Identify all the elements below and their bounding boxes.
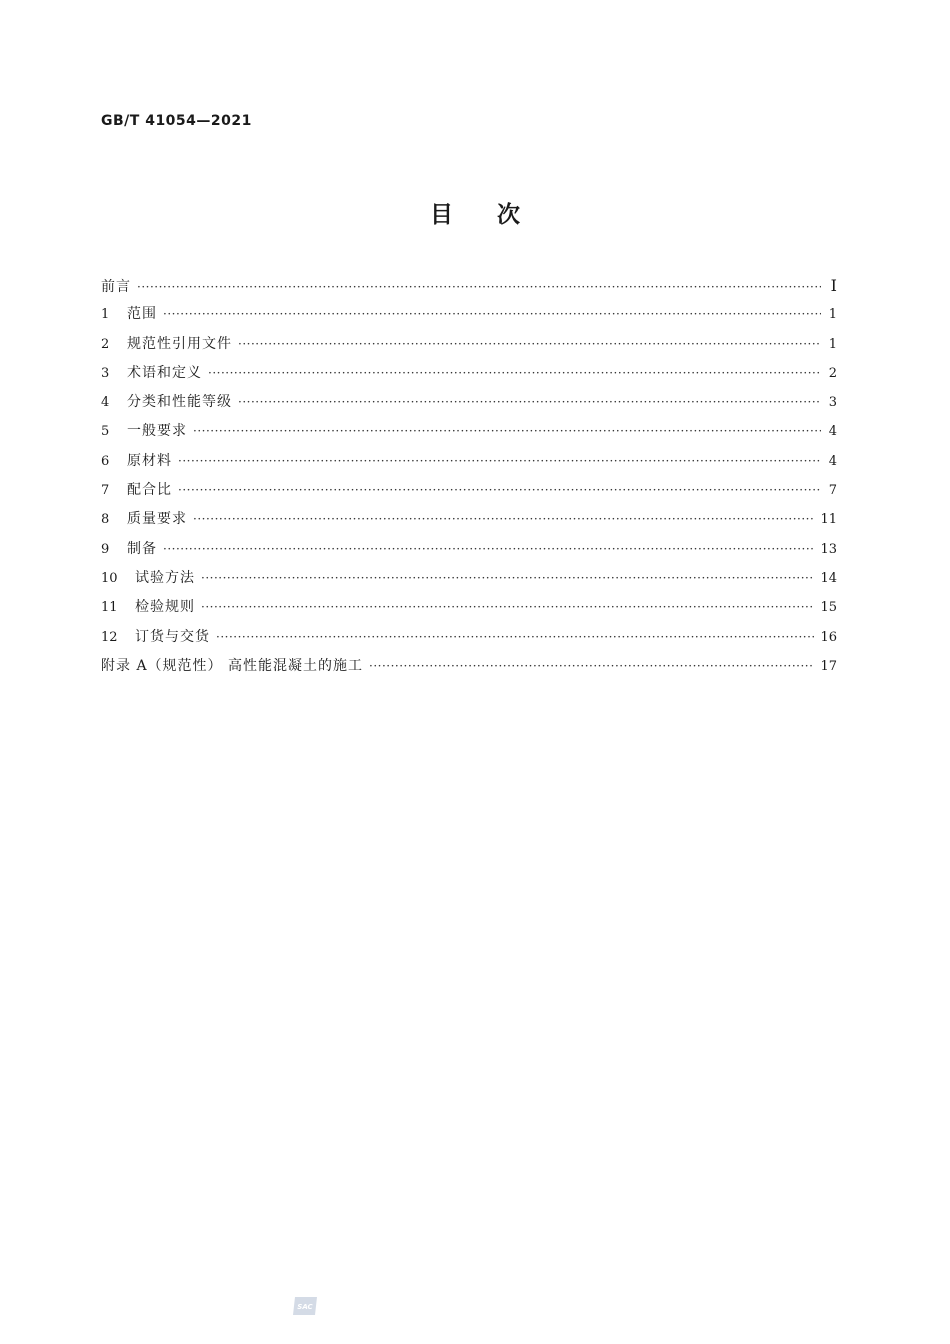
toc-entry-label: 试验方法 — [135, 569, 195, 586]
toc-entry-page: 1 — [828, 307, 837, 323]
toc-entry-appendix-a[interactable] — [101, 652, 837, 681]
toc-entry-number: 11 — [101, 600, 118, 616]
toc-leader-dots — [137, 273, 821, 300]
toc-title-char-2: 次 — [497, 202, 520, 228]
toc-title-char-1: 目 — [430, 202, 453, 228]
toc-title — [0, 196, 950, 229]
toc-entry-7[interactable] — [101, 476, 837, 505]
sac-logo-text: SAC — [297, 1303, 313, 1311]
toc-entry-2[interactable] — [101, 330, 837, 359]
toc-entry-number: 5 — [101, 424, 110, 440]
toc-entry-number: 7 — [101, 483, 110, 499]
toc-entry-page: 4 — [828, 424, 837, 440]
toc-entry-1[interactable] — [101, 300, 837, 329]
toc-entry-number: 2 — [101, 336, 110, 352]
toc-leader-dots — [163, 300, 821, 329]
toc-entry-label: 配合比 — [127, 482, 172, 499]
toc-entry-8[interactable] — [101, 505, 837, 534]
toc-entry-page: 2 — [828, 365, 837, 381]
toc-leader-dots — [178, 476, 821, 505]
toc-entry-number: 1 — [101, 307, 110, 323]
standard-code: GB/T 41054—2021 — [101, 113, 252, 129]
toc-leader-dots — [201, 564, 814, 593]
toc-entry-label: 质量要求 — [127, 511, 187, 528]
toc-entry-label: 订货与交货 — [135, 628, 210, 645]
toc-entry-label: 一般要求 — [127, 423, 187, 440]
toc-entry-label: 附录 A（规范性） 高性能混凝土的施工 — [101, 657, 364, 674]
toc-entry-page: 1 — [828, 336, 837, 352]
toc-leader-dots — [238, 388, 821, 417]
toc-leader-dots — [178, 447, 821, 476]
toc-leader-dots — [369, 652, 814, 681]
toc-leader-dots — [238, 330, 821, 359]
toc-entry-foreword[interactable] — [101, 271, 837, 300]
toc-leader-dots — [193, 417, 821, 446]
toc-entry-number: 12 — [101, 629, 118, 645]
toc-entry-page: 15 — [820, 600, 837, 616]
toc-entry-page: Ⅰ — [830, 276, 837, 295]
toc-entry-11[interactable] — [101, 593, 837, 622]
toc-entry-12[interactable] — [101, 623, 837, 652]
toc-entry-page: 11 — [820, 512, 837, 528]
toc-entry-label: 检验规则 — [135, 599, 195, 616]
toc-entry-label: 前言 — [101, 279, 131, 295]
toc-entry-label: 规范性引用文件 — [127, 335, 232, 352]
toc-entry-page: 17 — [820, 658, 837, 674]
toc-entry-number: 8 — [101, 512, 110, 528]
toc-entry-label: 制备 — [127, 540, 157, 557]
toc-entry-4[interactable] — [101, 388, 837, 417]
toc-entry-3[interactable] — [101, 359, 837, 388]
toc-entry-9[interactable] — [101, 535, 837, 564]
toc-entry-page: 14 — [820, 570, 837, 586]
toc-entry-number: 4 — [101, 395, 110, 411]
toc-entry-page: 4 — [828, 453, 837, 469]
toc-entry-number: 3 — [101, 365, 110, 381]
toc-leader-dots — [201, 593, 814, 622]
toc-leader-dots — [216, 623, 814, 652]
toc-entry-label: 术语和定义 — [127, 364, 202, 381]
sac-watermark-logo — [291, 1294, 319, 1318]
toc-entry-number: 6 — [101, 453, 110, 469]
toc-leader-dots — [193, 505, 814, 534]
toc-entry-10[interactable] — [101, 564, 837, 593]
toc-leader-dots — [163, 535, 814, 564]
table-of-contents — [101, 271, 837, 681]
toc-entry-label: 范围 — [127, 306, 157, 323]
toc-leader-dots — [208, 359, 821, 388]
toc-entry-page: 7 — [828, 483, 837, 499]
toc-entry-page: 16 — [820, 629, 837, 645]
toc-entry-5[interactable] — [101, 417, 837, 446]
toc-entry-label: 原材料 — [127, 452, 172, 469]
toc-entry-label: 分类和性能等级 — [127, 394, 232, 411]
toc-entry-6[interactable] — [101, 447, 837, 476]
toc-entry-page: 3 — [828, 395, 837, 411]
toc-entry-page: 13 — [820, 541, 837, 557]
toc-entry-number: 10 — [101, 570, 118, 586]
toc-entry-number: 9 — [101, 541, 110, 557]
